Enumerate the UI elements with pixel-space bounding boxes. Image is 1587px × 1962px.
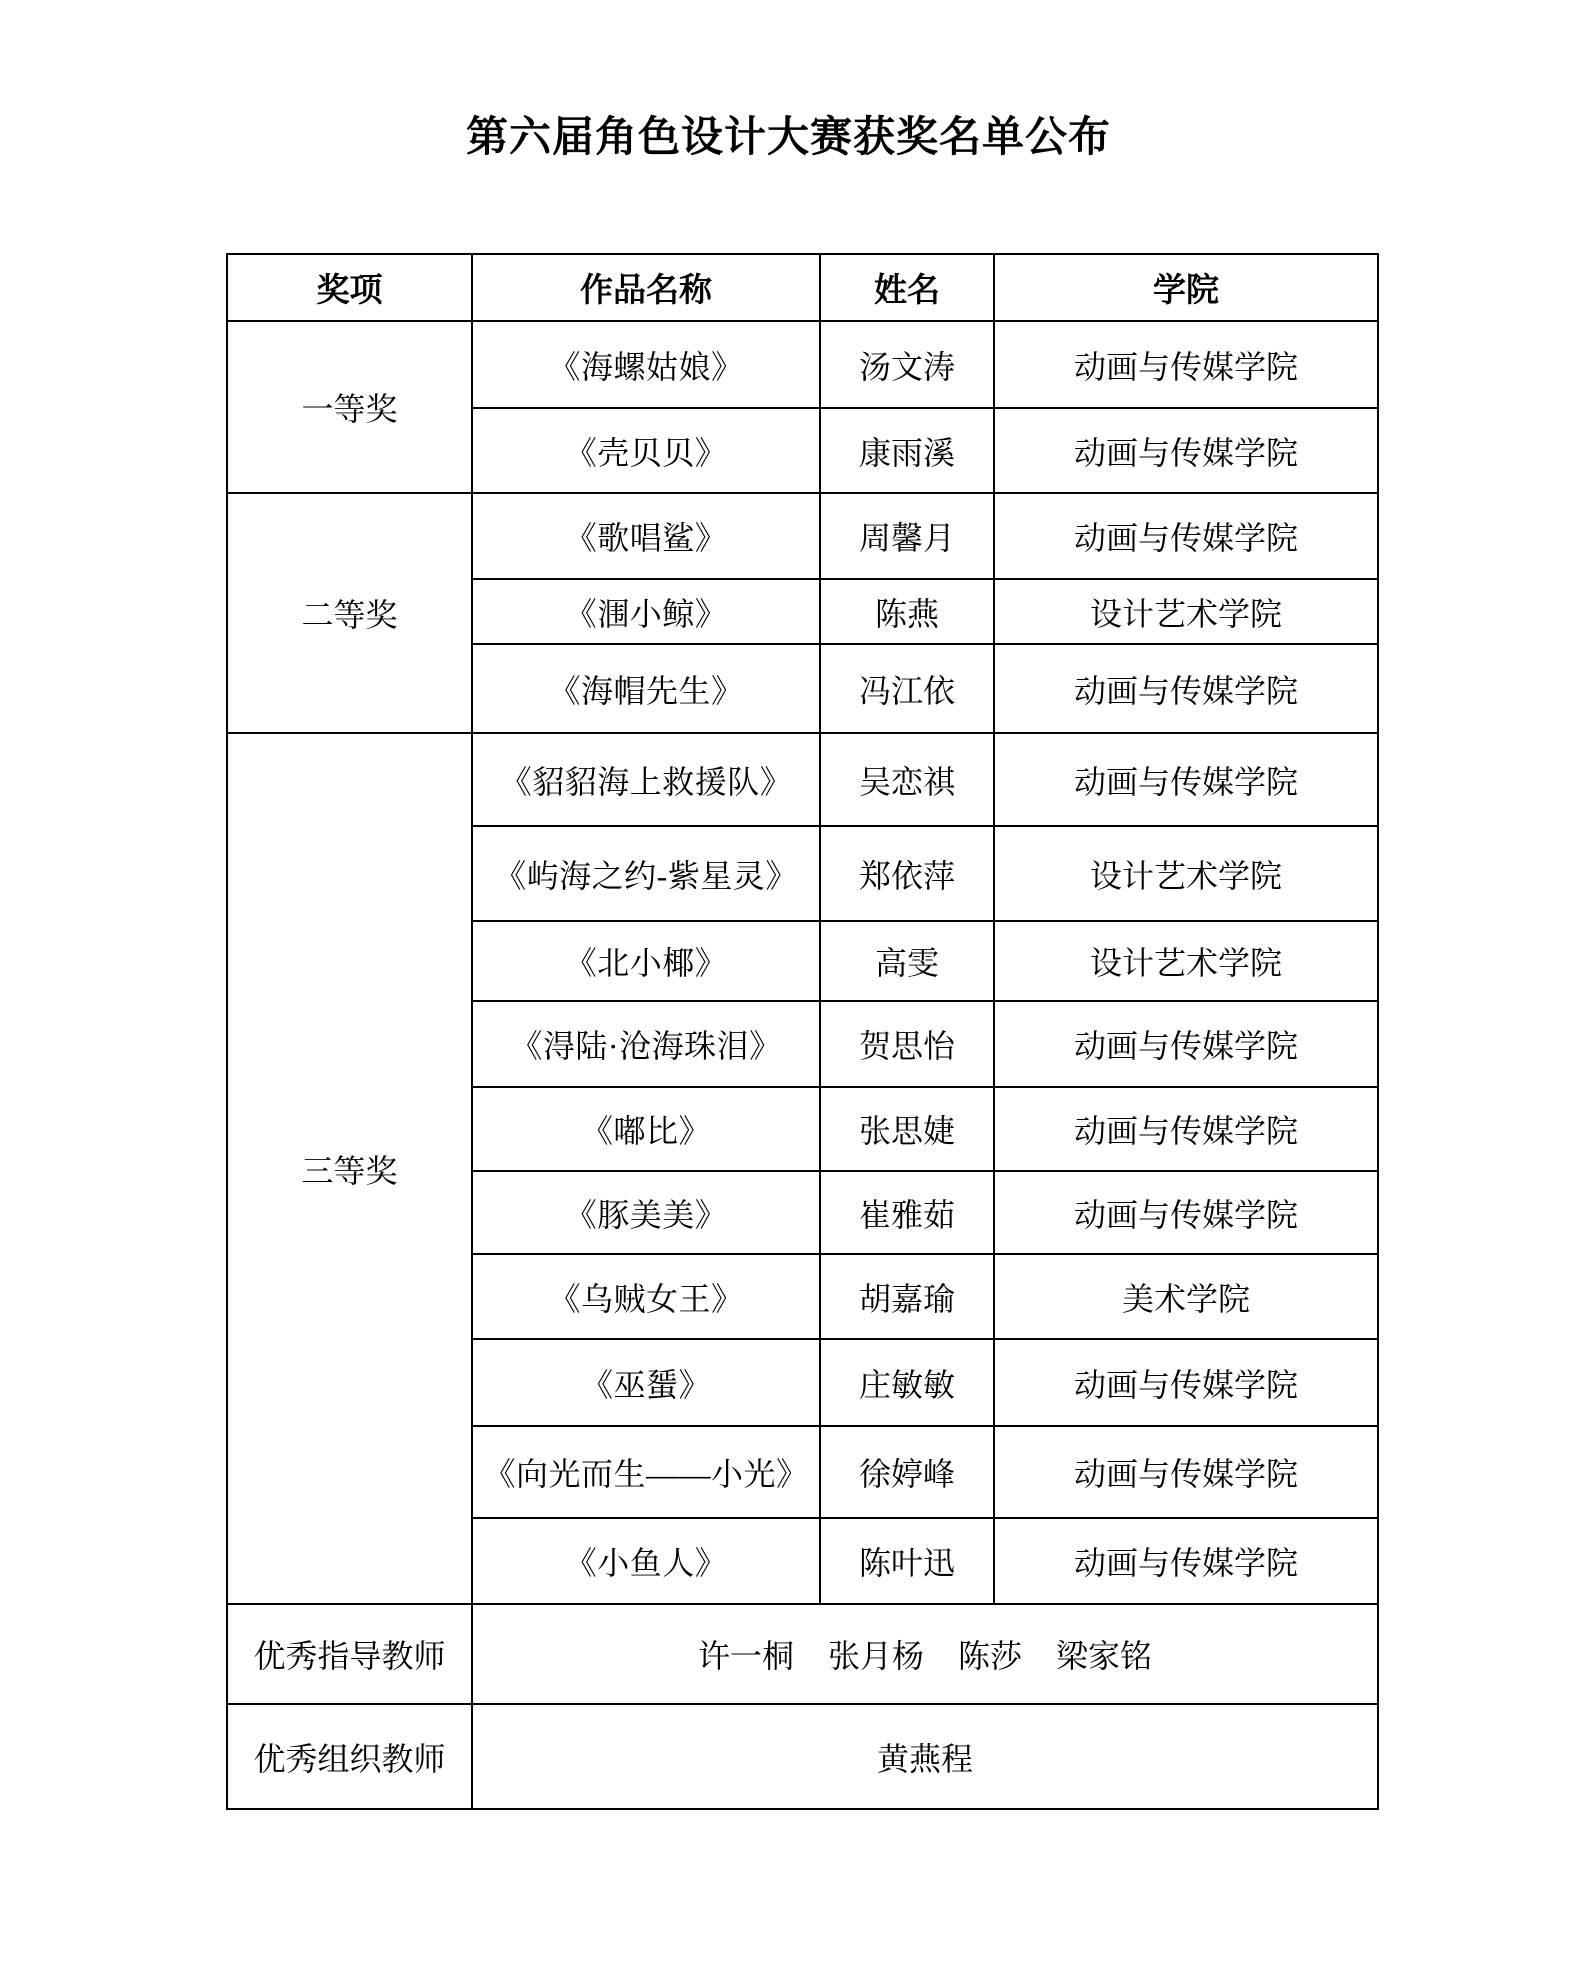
name-cell: 贺思怡 bbox=[820, 1001, 994, 1087]
work-cell: 《貂貂海上救援队》 bbox=[472, 733, 820, 826]
name-cell: 冯江依 bbox=[820, 644, 994, 733]
instructors-cell bbox=[472, 1604, 1378, 1704]
name-cell: 胡嘉瑜 bbox=[820, 1254, 994, 1339]
award-group-third-prize: 三等奖 bbox=[227, 733, 472, 1604]
header-cell-college: 学院 bbox=[994, 254, 1378, 321]
college-cell: 动画与传媒学院 bbox=[994, 1001, 1378, 1087]
college-cell: 设计艺术学院 bbox=[994, 921, 1378, 1001]
college-cell: 美术学院 bbox=[994, 1254, 1378, 1339]
instructors-row bbox=[227, 1604, 1378, 1704]
instructor-name: 许一桐 bbox=[697, 1638, 794, 1674]
organizer-cell bbox=[472, 1704, 1378, 1809]
college-cell: 设计艺术学院 bbox=[994, 826, 1378, 921]
awards-table bbox=[226, 253, 1379, 1810]
college-cell: 动画与传媒学院 bbox=[994, 408, 1378, 493]
instructor-name: 张月杨 bbox=[827, 1638, 924, 1674]
work-cell: 《壳贝贝》 bbox=[472, 408, 820, 493]
work-cell: 《巫蜑》 bbox=[472, 1339, 820, 1426]
work-cell: 《北小椰》 bbox=[472, 921, 820, 1001]
work-cell: 《乌贼女王》 bbox=[472, 1254, 820, 1339]
award-group-second-prize: 二等奖 bbox=[227, 493, 472, 733]
work-cell: 《向光而生——小光》 bbox=[472, 1426, 820, 1518]
work-cell: 《淂陆·沧海珠泪》 bbox=[472, 1001, 820, 1087]
college-cell: 动画与传媒学院 bbox=[994, 1339, 1378, 1426]
page-title: 第六届角色设计大赛获奖名单公布 bbox=[465, 115, 1111, 161]
award-group-first-prize: 一等奖 bbox=[227, 321, 472, 493]
college-cell: 动画与传媒学院 bbox=[994, 493, 1378, 579]
header-cell-award: 奖项 bbox=[227, 254, 472, 321]
name-cell: 康雨溪 bbox=[820, 408, 994, 493]
instructor-name: 梁家铭 bbox=[1056, 1638, 1153, 1674]
college-cell: 动画与传媒学院 bbox=[994, 1087, 1378, 1171]
name-cell: 张思婕 bbox=[820, 1087, 994, 1171]
name-cell: 庄敏敏 bbox=[820, 1339, 994, 1426]
work-cell: 《屿海之约-紫星灵》 bbox=[472, 826, 820, 921]
college-cell: 动画与传媒学院 bbox=[994, 1171, 1378, 1254]
organizer-name: 黄燕程 bbox=[876, 1740, 973, 1777]
college-cell: 动画与传媒学院 bbox=[994, 1426, 1378, 1518]
work-cell: 《涠小鲸》 bbox=[472, 579, 820, 644]
name-cell: 陈燕 bbox=[820, 579, 994, 644]
college-cell: 动画与传媒学院 bbox=[994, 733, 1378, 826]
work-cell: 《歌唱鲨》 bbox=[472, 493, 820, 579]
table-row bbox=[227, 733, 1378, 826]
college-cell: 动画与传媒学院 bbox=[994, 1518, 1378, 1604]
instructor-name: 陈莎 bbox=[958, 1638, 1023, 1674]
header-row bbox=[227, 254, 1378, 321]
name-cell: 崔雅茹 bbox=[820, 1171, 994, 1254]
name-cell: 高雯 bbox=[820, 921, 994, 1001]
work-cell: 《海螺姑娘》 bbox=[472, 321, 820, 408]
table-row bbox=[227, 321, 1378, 408]
work-cell: 《海帽先生》 bbox=[472, 644, 820, 733]
organizer-label: 优秀组织教师 bbox=[227, 1704, 472, 1809]
college-cell: 动画与传媒学院 bbox=[994, 644, 1378, 733]
organizer-names bbox=[877, 1734, 973, 1780]
college-cell: 设计艺术学院 bbox=[994, 579, 1378, 644]
name-cell: 郑依萍 bbox=[820, 826, 994, 921]
header-cell-name: 姓名 bbox=[820, 254, 994, 321]
college-cell: 动画与传媒学院 bbox=[994, 321, 1378, 408]
name-cell: 周馨月 bbox=[820, 493, 994, 579]
work-cell: 《小鱼人》 bbox=[472, 1518, 820, 1604]
instructor-names bbox=[698, 1631, 1152, 1677]
work-cell: 《豚美美》 bbox=[472, 1171, 820, 1254]
organizer-row bbox=[227, 1704, 1378, 1809]
name-cell: 徐婷峰 bbox=[820, 1426, 994, 1518]
instructors-label: 优秀指导教师 bbox=[227, 1604, 472, 1704]
work-cell: 《嘟比》 bbox=[472, 1087, 820, 1171]
name-cell: 陈叶迅 bbox=[820, 1518, 994, 1604]
name-cell: 吴恋祺 bbox=[820, 733, 994, 826]
table-row bbox=[227, 493, 1378, 579]
name-cell: 汤文涛 bbox=[820, 321, 994, 408]
header-cell-work: 作品名称 bbox=[472, 254, 820, 321]
